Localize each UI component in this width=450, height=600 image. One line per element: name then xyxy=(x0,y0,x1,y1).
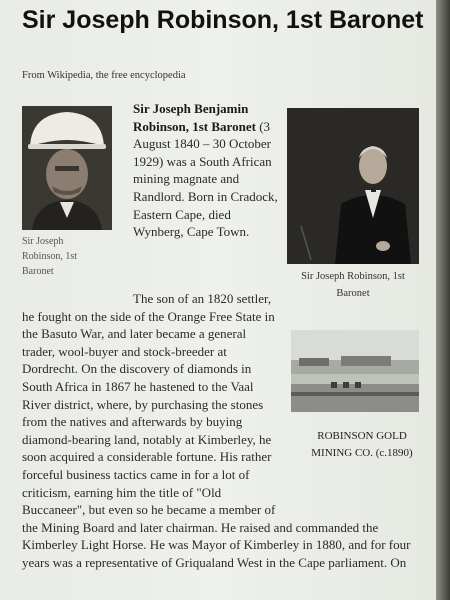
left-portrait-image xyxy=(22,106,112,230)
lead-paragraph xyxy=(133,100,281,241)
body-text: The son of an 1820 settler, he fought on the side of the Orange Free State in the Basuto War, and later became a general trader, wool-buyer and stock-breeder at Dordrecht. On the discovery of diamonds in South Africa in 1867 he hastened to the Vaal River district, where, by purchasing the stones from the natives and afterwards by buying diamond-bearing land, notably at Kimberley, he soon acquired a considerable fortune. His rather forceful business tactics came in for a lot of criticism, earning him the title of "Old Buccaneer", but even so he became a member of the Mining Board and later chairman. He raised and commanded the Kimberley Light Horse. He was Mayor of Kimberley in 1880, and for four years was a representative of Griqualand West in the Cape parliament. On xyxy=(22,291,411,570)
right-portrait-caption: Sir Joseph Robinson, 1st Baronet xyxy=(301,271,405,299)
article-subtitle: From Wikipedia, the free encyclopedia xyxy=(22,70,186,81)
subject-name: Sir Joseph Benjamin Robinson, 1st Baronet xyxy=(133,101,256,134)
right-portrait-image xyxy=(287,108,419,264)
mining-photo-caption: ROBINSON GOLD MINING CO. (c.1890) xyxy=(311,430,413,459)
page-edge xyxy=(436,0,450,600)
lead-text: (3 August 1840 – 30 October 1929) was a South African mining magnate and Randlord. Born in Cradock, Eastern Cape, died Wynberg, Cape Town. xyxy=(133,118,278,240)
body-paragraph xyxy=(22,290,432,572)
left-portrait-caption: Sir Joseph Robinson, 1st Baronet xyxy=(22,236,78,277)
article-title: Sir Joseph Robinson, 1st Baronet xyxy=(22,6,424,34)
